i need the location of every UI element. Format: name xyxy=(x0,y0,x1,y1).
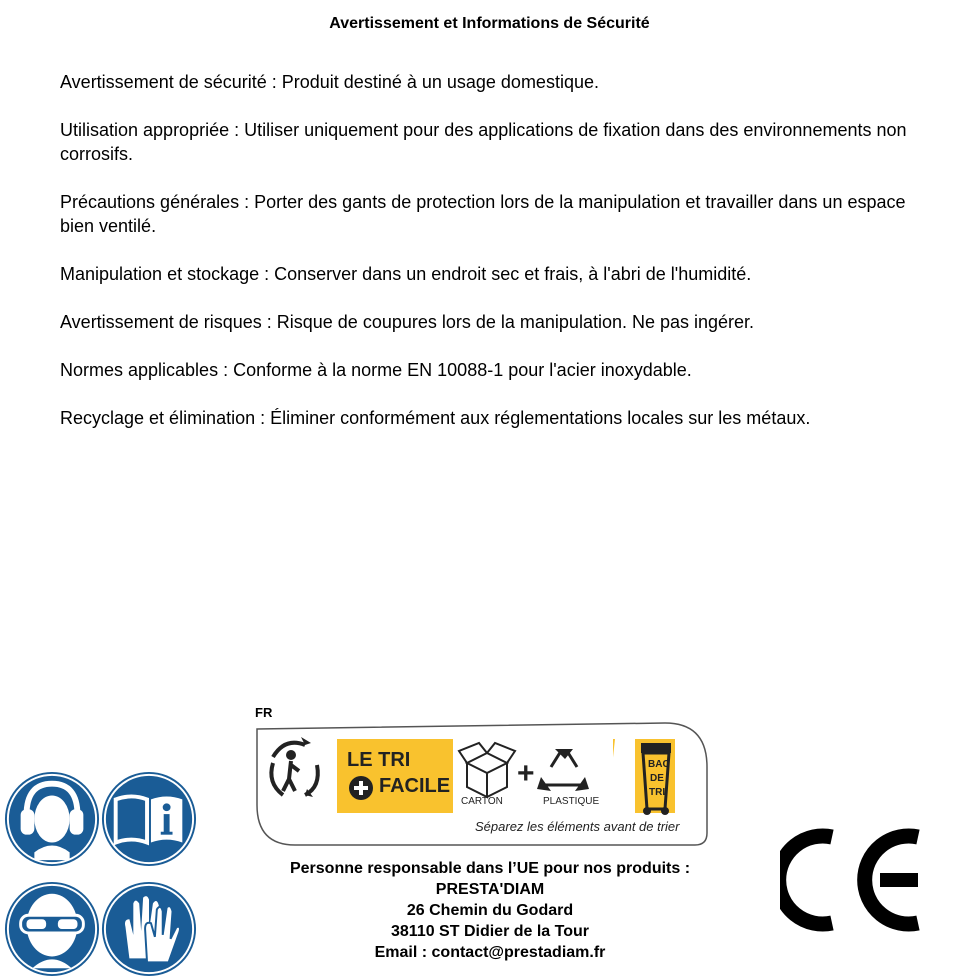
general-precautions-text: Précautions générales : Porter des gants de protection lors de la manipulation et travailler dans un espace bien ventilé. xyxy=(60,192,906,236)
sorting-instruction: Séparez les éléments avant de trier xyxy=(475,819,680,834)
safety-warning-text: Avertissement de sécurité : Produit destiné à un usage domestique. xyxy=(60,72,599,92)
street-address: 26 Chemin du Godard xyxy=(406,902,574,919)
protective-gloves-icon xyxy=(100,880,198,978)
city-address: 38110 ST Didier de la Tour xyxy=(391,923,589,940)
applicable-standards-text: Normes applicables : Conforme à la norme EN 10088-1 pour l'acier inoxydable. xyxy=(60,360,692,380)
triman-recycling-logo xyxy=(255,705,715,851)
facile-label: FACILE xyxy=(379,775,451,797)
page-title: Avertissement et Informations de Sécurité xyxy=(329,15,650,32)
risk-warning-text: Avertissement de risques : Risque de coupures lors de la manipulation. Ne pas ingérer. xyxy=(60,312,755,332)
read-manual-icon xyxy=(100,770,198,868)
country-code: FR xyxy=(255,705,273,720)
recycling-disposal-text: Recyclage et élimination : Éliminer conformément aux réglementations locales sur les métaux. xyxy=(60,408,811,428)
eye-protection-icon xyxy=(3,880,101,978)
plastique-label: PLASTIQUE xyxy=(543,796,600,807)
bac-label-1: BAC xyxy=(648,759,670,770)
responsible-heading: Personne responsable dans l’UE pour nos produits : xyxy=(289,860,691,877)
company-name: PRESTA'DIAM xyxy=(435,881,545,898)
proper-use-text: Utilisation appropriée : Utiliser uniquement pour des applications de fixation dans des environnements non corrosifs. xyxy=(60,120,907,164)
eu-responsible-person xyxy=(250,858,730,963)
ear-protection-icon xyxy=(3,770,101,868)
bac-label-3: TRI xyxy=(649,787,666,798)
handling-storage-text: Manipulation et stockage : Conserver dans un endroit sec et frais, à l'abri de l'humidité. xyxy=(60,264,752,284)
plus-sign: + xyxy=(517,757,535,790)
ce-mark-icon xyxy=(780,825,930,935)
safety-pictograms xyxy=(0,770,200,979)
le-tri-label: LE TRI xyxy=(347,749,411,771)
contact-email: Email : contact@prestadiam.fr xyxy=(374,944,606,961)
carton-label: CARTON xyxy=(461,796,503,807)
bac-label-2: DE xyxy=(650,773,664,784)
